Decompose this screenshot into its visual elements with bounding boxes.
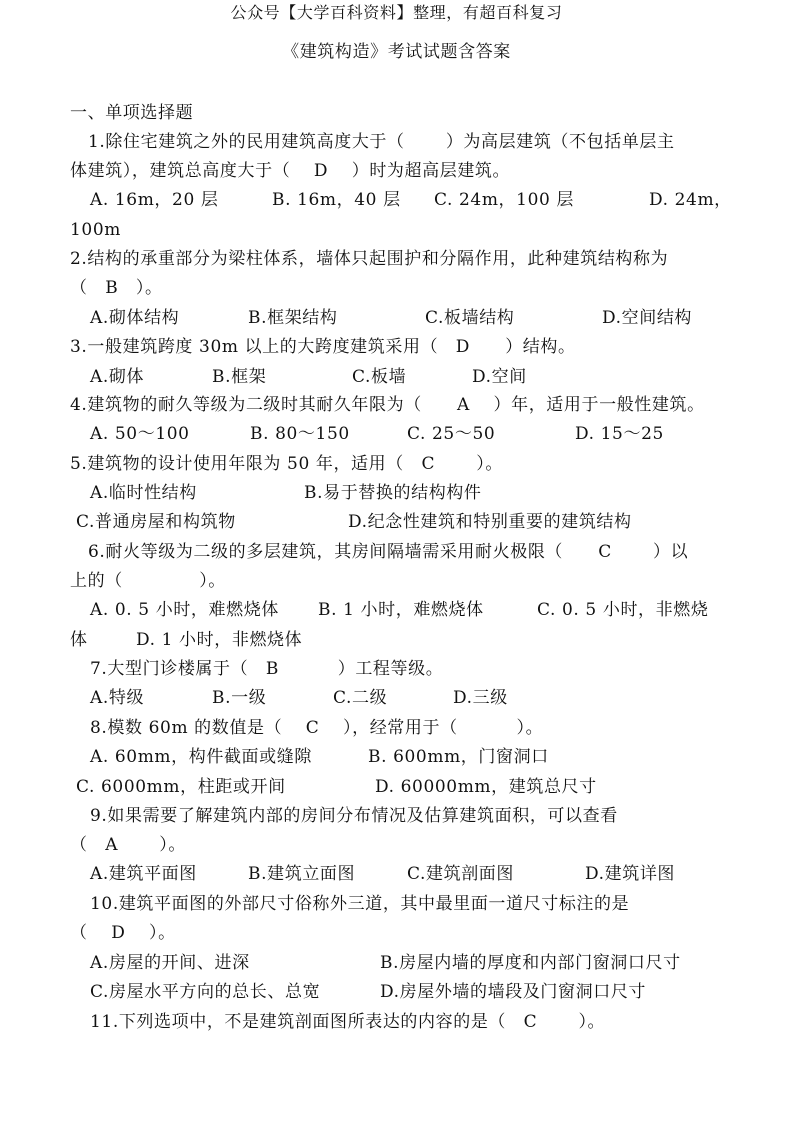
option-a: A. 16m，20 层	[90, 190, 219, 210]
question-9: 9.如果需要了解建筑内部的房间分布情况及估算建筑面积，可以查看	[90, 806, 618, 826]
option-b: B.房屋内墙的厚度和内部门窗洞口尺寸	[380, 953, 681, 973]
option-a: A.建筑平面图	[90, 864, 197, 884]
option-c: C.二级	[333, 688, 388, 708]
option-c: C. 24m，100 层	[434, 190, 575, 210]
question-1-cont: 体建筑），建筑总高度大于（ D ）时为超高层建筑。	[70, 161, 511, 181]
option-c-cont: 体	[70, 630, 88, 650]
option-c: C. 6000mm，柱距或开间	[76, 777, 286, 797]
option-b: B.一级	[212, 688, 267, 708]
question-7: 7.大型门诊楼属于（ B ）工程等级。	[90, 659, 444, 679]
question-9-cont: （ A ）。	[70, 835, 186, 855]
option-d: D.房屋外墙的墙段及门窗洞口尺寸	[380, 982, 647, 1002]
option-d: D.三级	[453, 688, 508, 708]
option-a: A.房屋的开间、进深	[90, 953, 250, 973]
option-d: D. 60000mm，建筑总尺寸	[375, 777, 597, 797]
option-c: C. 0. 5 小时，非燃烧	[537, 600, 709, 620]
option-c: C.普通房屋和构筑物	[76, 512, 236, 532]
option-b: B. 80～150	[250, 424, 350, 444]
question-5: 5.建筑物的设计使用年限为 50 年，适用（ C ）。	[70, 454, 503, 474]
option-b: B.框架结构	[248, 308, 338, 328]
page-header: 公众号【大学百科资料】整理，有超百科复习	[230, 3, 563, 22]
option-c: C.房屋水平方向的总长、总宽	[90, 982, 321, 1002]
option-c: C.板墙	[352, 367, 407, 387]
option-a: A.临时性结构	[90, 483, 197, 503]
option-b: B.建筑立面图	[248, 864, 356, 884]
option-d-cont: 100m	[70, 220, 121, 240]
question-2-cont: （ B ）。	[70, 278, 163, 298]
option-a: A.砌体	[90, 367, 145, 387]
question-6: 6.耐火等级为二级的多层建筑，其房间隔墙需采用耐火极限（ C ）以	[88, 542, 689, 562]
document-title: 《建筑构造》考试试题含答案	[282, 42, 511, 62]
option-d: D.空间	[472, 367, 527, 387]
option-d: D.建筑详图	[585, 864, 676, 884]
option-a: A.砌体结构	[90, 308, 180, 328]
option-b: B.框架	[212, 367, 267, 387]
question-10-cont: （ D ）。	[70, 923, 176, 943]
option-d: D.空间结构	[602, 308, 693, 328]
question-8: 8.模数 60m 的数值是（ C ），经常用于（ ）。	[90, 718, 544, 738]
question-2: 2.结构的承重部分为梁柱体系，墙体只起围护和分隔作用，此种建筑结构称为	[70, 249, 669, 269]
option-a: A. 50～100	[90, 424, 190, 444]
option-c: C.建筑剖面图	[407, 864, 515, 884]
option-a: A.特级	[90, 688, 145, 708]
question-1: 1.除住宅建筑之外的民用建筑高度大于（ ）为高层建筑（不包括单层主	[88, 132, 675, 152]
option-b: B. 16m，40 层	[272, 190, 401, 210]
option-a: A. 0. 5 小时，难燃烧体	[90, 600, 279, 620]
option-b: B.易于替换的结构构件	[304, 483, 482, 503]
option-c: C.板墙结构	[425, 308, 515, 328]
option-b: B. 600mm，门窗洞口	[368, 747, 549, 767]
option-d: D. 15～25	[575, 424, 664, 444]
option-a: A. 60mm，构件截面或缝隙	[90, 747, 312, 767]
option-c: C. 25～50	[407, 424, 496, 444]
question-10: 10.建筑平面图的外部尺寸俗称外三道，其中最里面一道尺寸标注的是	[90, 894, 630, 914]
option-d: D. 24m，	[649, 190, 732, 210]
option-b: B. 1 小时，难燃烧体	[318, 600, 484, 620]
question-4: 4.建筑物的耐久等级为二级时其耐久年限为（ A ）年，适用于一般性建筑。	[70, 395, 705, 415]
section-heading: 一、单项选择题	[70, 103, 194, 123]
option-d: D.纪念性建筑和特别重要的建筑结构	[348, 512, 632, 532]
option-d: D. 1 小时，非燃烧体	[136, 630, 303, 650]
question-6-cont: 上的（ ）。	[70, 571, 226, 591]
question-11: 11.下列选项中，不是建筑剖面图所表达的内容的是（ C ）。	[90, 1012, 606, 1032]
question-3: 3.一般建筑跨度 30m 以上的大跨度建筑采用（ D ）结构。	[70, 337, 576, 357]
